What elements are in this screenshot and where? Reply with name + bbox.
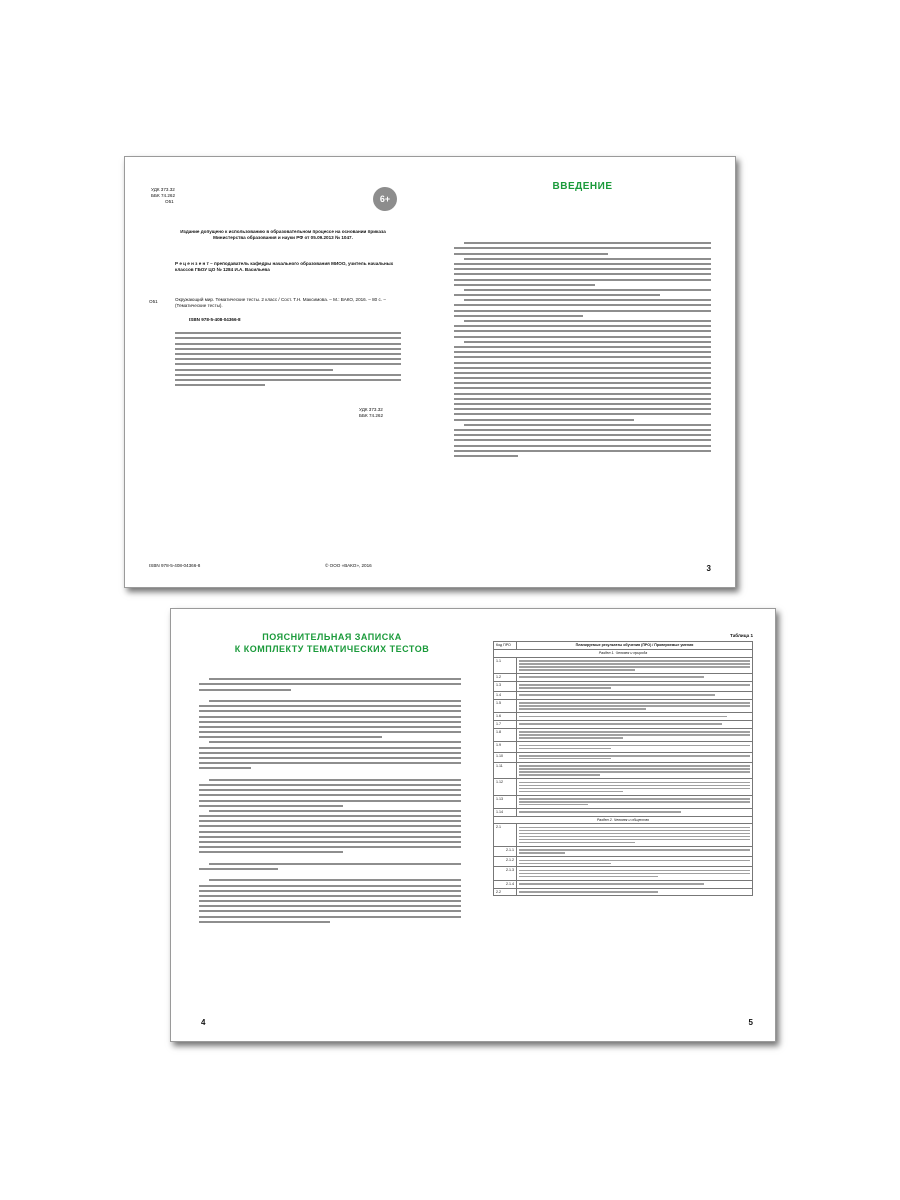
table-row	[494, 692, 753, 700]
row-code: 1.6	[494, 713, 517, 721]
table-row	[494, 673, 753, 681]
imprint-page	[125, 157, 430, 587]
author-code: О51	[165, 199, 174, 205]
bbk2-label: ББК 74.262	[359, 413, 384, 419]
table-row	[494, 657, 753, 673]
page-number-5: 5	[748, 1018, 753, 1027]
row-code: 1.12	[494, 779, 517, 795]
table-row	[494, 867, 753, 880]
book-spread-1	[124, 156, 736, 588]
row-code: 2.1.2	[494, 857, 517, 867]
approval-note: Издание допущено к использованию в образовательном процессе на основании приказа Министерства образования и науки РФ от 05.09.2013 № 1047.	[180, 229, 386, 241]
row-code: 1.7	[494, 721, 517, 729]
section-1-label: Раздел 1. Человек и природа	[494, 649, 753, 657]
table-row	[494, 808, 753, 816]
section-row	[494, 649, 753, 657]
header-code: Код ПРО	[494, 642, 517, 650]
table-row	[494, 721, 753, 729]
isbn-line: ISBN 978-5-408-04366-8	[189, 317, 241, 322]
table-row	[494, 880, 753, 888]
row-code: 2.1	[494, 824, 517, 846]
row-code: 1.9	[494, 742, 517, 752]
introduction-heading: ВВЕДЕНИЕ	[552, 181, 613, 192]
row-code: 2.1.4	[494, 880, 517, 888]
author-code-2: О51	[149, 299, 158, 304]
table-row	[494, 846, 753, 856]
table-row	[494, 888, 753, 896]
row-code: 2.1.3	[494, 867, 517, 880]
row-code: 2.1.1	[494, 846, 517, 856]
table-row	[494, 795, 753, 808]
row-code: 1.13	[494, 795, 517, 808]
udk2-label: УДК 373.32	[359, 407, 383, 412]
explanatory-note-text	[199, 675, 461, 926]
row-code: 1.1	[494, 657, 517, 673]
table-header-row	[494, 642, 753, 650]
udk-block	[151, 187, 175, 206]
table-row	[494, 824, 753, 846]
table-row	[494, 713, 753, 721]
introduction-text	[454, 239, 711, 460]
bbk-label: ББК 74.262	[151, 193, 176, 199]
heading-line-1: ПОЯСНИТЕЛЬНАЯ ЗАПИСКА	[262, 632, 402, 642]
table-caption: Таблица 1	[730, 633, 753, 638]
footer-copyright: © ООО «ВАКО», 2016	[325, 562, 372, 568]
row-code: 1.8	[494, 728, 517, 741]
objectives-table-page	[473, 609, 775, 1041]
row-code: 1.4	[494, 692, 517, 700]
row-code: 1.3	[494, 681, 517, 691]
page-number-4: 4	[201, 1018, 206, 1027]
page-number-3: 3	[706, 564, 711, 573]
biblio-record: Окружающий мир. Тематические тесты. 2 класс / Сост. Т.Н. Максимова. – М.: ВАКО, 2016. – 80 с. – (Тематические тесты).	[175, 297, 386, 309]
row-code: 1.10	[494, 752, 517, 762]
section-row	[494, 816, 753, 824]
explanatory-note-heading	[201, 631, 463, 655]
row-code: 1.2	[494, 673, 517, 681]
row-code: 1.14	[494, 808, 517, 816]
table-row	[494, 681, 753, 691]
table-row	[494, 762, 753, 778]
udk-label: УДК 373.32	[151, 187, 175, 192]
book-spread-2	[170, 608, 776, 1042]
row-code: 1.5	[494, 699, 517, 712]
row-code: 2.2	[494, 888, 517, 896]
annotation-text	[175, 329, 401, 389]
explanatory-note-page	[171, 609, 473, 1041]
table-row	[494, 699, 753, 712]
age-rating-badge: 6+	[373, 187, 397, 211]
footer-isbn: ISBN 978-5-408-04366-8	[149, 562, 201, 568]
section-2-label: Раздел 2. Человек и общество	[494, 816, 753, 824]
objectives-table	[493, 641, 753, 896]
table-row	[494, 779, 753, 795]
table-row	[494, 728, 753, 741]
row-code: 1.11	[494, 762, 517, 778]
heading-line-2: К КОМПЛЕКТУ ТЕМАТИЧЕСКИХ ТЕСТОВ	[234, 644, 430, 654]
table-row	[494, 742, 753, 752]
reviewer-note: Р е ц е н з е н т – преподаватель кафедры начального образования МИОО, учитель начальных классов ГБОУ ЦО № 1284 И.А. Васильева	[175, 261, 394, 273]
table-row	[494, 857, 753, 867]
udk-bottom	[359, 407, 383, 419]
header-result: Планируемые результаты обучения (ПРО) / Проверяемые умения	[517, 642, 753, 650]
introduction-page	[430, 157, 735, 587]
table-row	[494, 752, 753, 762]
